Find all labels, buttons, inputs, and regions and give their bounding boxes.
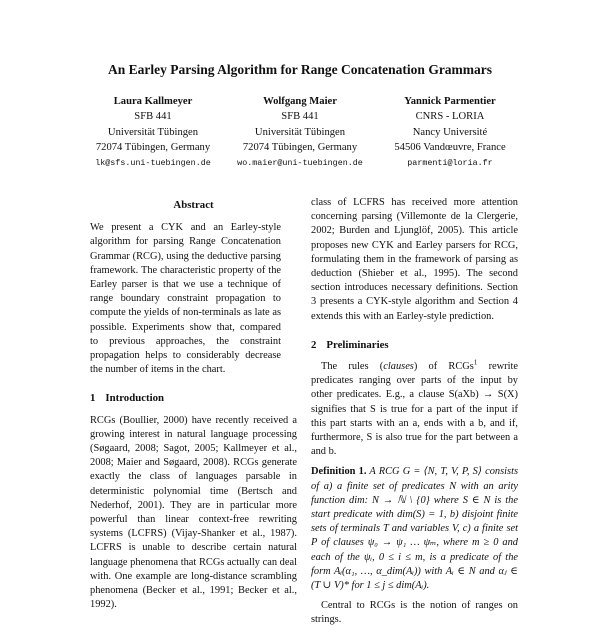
paragraph-continuation: class of LCFRS has received more attention concerning parsing (Villemonte de la Clergerie, 2002; Burden and Ljunglöf, 2005). This article proposes new CYK and Earley parsers for RCG, formulating them in the framework of parsing as deduction (Shieber et al., 1995). The second section introduces necessary definitions. Section 3 presents a CYK-style algorithm and Section 4 extends this with an Earley-style prediction. xyxy=(311,197,518,322)
paper-title: An Earley Parsing Algorithm for Range Concatenation Grammars xyxy=(107,62,493,77)
author-affiliation: SFB 441 xyxy=(134,111,172,123)
section-title: Introduction xyxy=(105,392,165,405)
definition-1 xyxy=(311,465,518,593)
clauses-term: clauses xyxy=(383,361,414,373)
author-name: Yannick Parmentier xyxy=(404,96,496,107)
author-email[interactable]: wo.maier@uni-tuebingen.de xyxy=(237,157,363,168)
abstract-text: We present a CYK and an Earley-style algorithm for parsing Range Concatenation Grammar (RCG), using the deductive parsing framework. The characteristic property of the Earley parser is that we use a technique of range boundary constraint propagation to compute the yields of non-terminals as late as possible. Experiments show that, compared to previous approaches, the constraint propagation helps to considerably decrease the number of items in the chart. xyxy=(90,222,281,376)
ranges-paragraph: Central to RCGs is the notion of ranges on strings. xyxy=(311,600,518,626)
author-affiliation: Universität Tübingen xyxy=(107,126,199,138)
author-affiliation: Universität Tübingen xyxy=(254,126,346,138)
introduction-paragraph: RCGs (Boullier, 2000) have recently received a growing interest in natural language processing (Søgaard, 2008; Sagot, 2005; Kallmeyer et al., 2008; Maier and Søgaard, 2008). RCGs generate exactly the class of languages parsable in deterministic polynomial time (Bertsch and Nederhof, 2001). They are in particular more powerful than linear context-free rewriting systems (LCFRS) (Vijay-Shanker et al., 1987). LCFRS is unable to describe certain natural language phenomena that RCGs actually can deal with. One example are long-distance scrambling phenomena (Becker et al., 1991; Becker et al., 1992). xyxy=(90,414,297,611)
author-email[interactable]: lk@sfs.uni-tuebingen.de xyxy=(95,157,211,168)
section-heading-introduction xyxy=(90,391,297,405)
author-affiliation: SFB 441 xyxy=(281,111,319,123)
footnote-marker[interactable]: 1 xyxy=(473,358,478,367)
section-number: 2 xyxy=(311,338,317,351)
preliminaries-paragraph: The rules (clauses) of RCGs$^1$ rewrite predicates ranging over parts of the input by other predicates. E.g., a clause S(aXb) → S(X) signifies that S is true for a part of the input if this part starts with an a, ends with a b, and if, furthermore, S is also true for the part between a and b. xyxy=(311,358,518,458)
author-address: 72074 Tübingen, Germany xyxy=(95,142,211,154)
author-email[interactable]: parmenti@loria.fr xyxy=(407,157,493,168)
author-name: Laura Kallmeyer xyxy=(113,96,193,107)
left-column xyxy=(90,198,297,618)
author-address: 54506 Vandœuvre, France xyxy=(394,142,506,154)
author-affiliation: CNRS - LORIA xyxy=(415,111,485,123)
section-number: 1 xyxy=(90,392,96,405)
author-affiliation: Nancy Université xyxy=(412,126,488,138)
definition-text: A RCG G = ⟨N, T, V, P, S⟩ consists of a) a finite set of predicates N with an arity function dim: N → ℕ \ {0} where S ∈ N is the start predicate with dim(S) = 1, b) disjoint finite sets of terminals T and variables V, c) a finite set P of clauses ψ₀ → ψ₁ … ψₘ, where m ≥ 0 and each of the ψᵢ, 0 ≤ i ≤ m, is a predicate of the form Aᵢ(α₁, …, α_dim(Aᵢ)) with Aᵢ ∈ N and αⱼ ∈ (T ∪ V)* for 1 ≤ j ≤ dim(Aᵢ). xyxy=(311,466,518,592)
definition-heading: Definition 1. xyxy=(311,466,367,478)
author-block-2 xyxy=(226,94,374,171)
abstract-heading: Abstract xyxy=(173,199,214,211)
section-title: Preliminaries xyxy=(326,338,389,351)
right-column xyxy=(311,196,518,634)
author-name: Wolfgang Maier xyxy=(263,96,337,107)
author-block-1 xyxy=(88,94,218,171)
section-heading-preliminaries xyxy=(311,338,518,352)
author-block-3 xyxy=(380,94,520,171)
author-address: 72074 Tübingen, Germany xyxy=(242,142,358,154)
